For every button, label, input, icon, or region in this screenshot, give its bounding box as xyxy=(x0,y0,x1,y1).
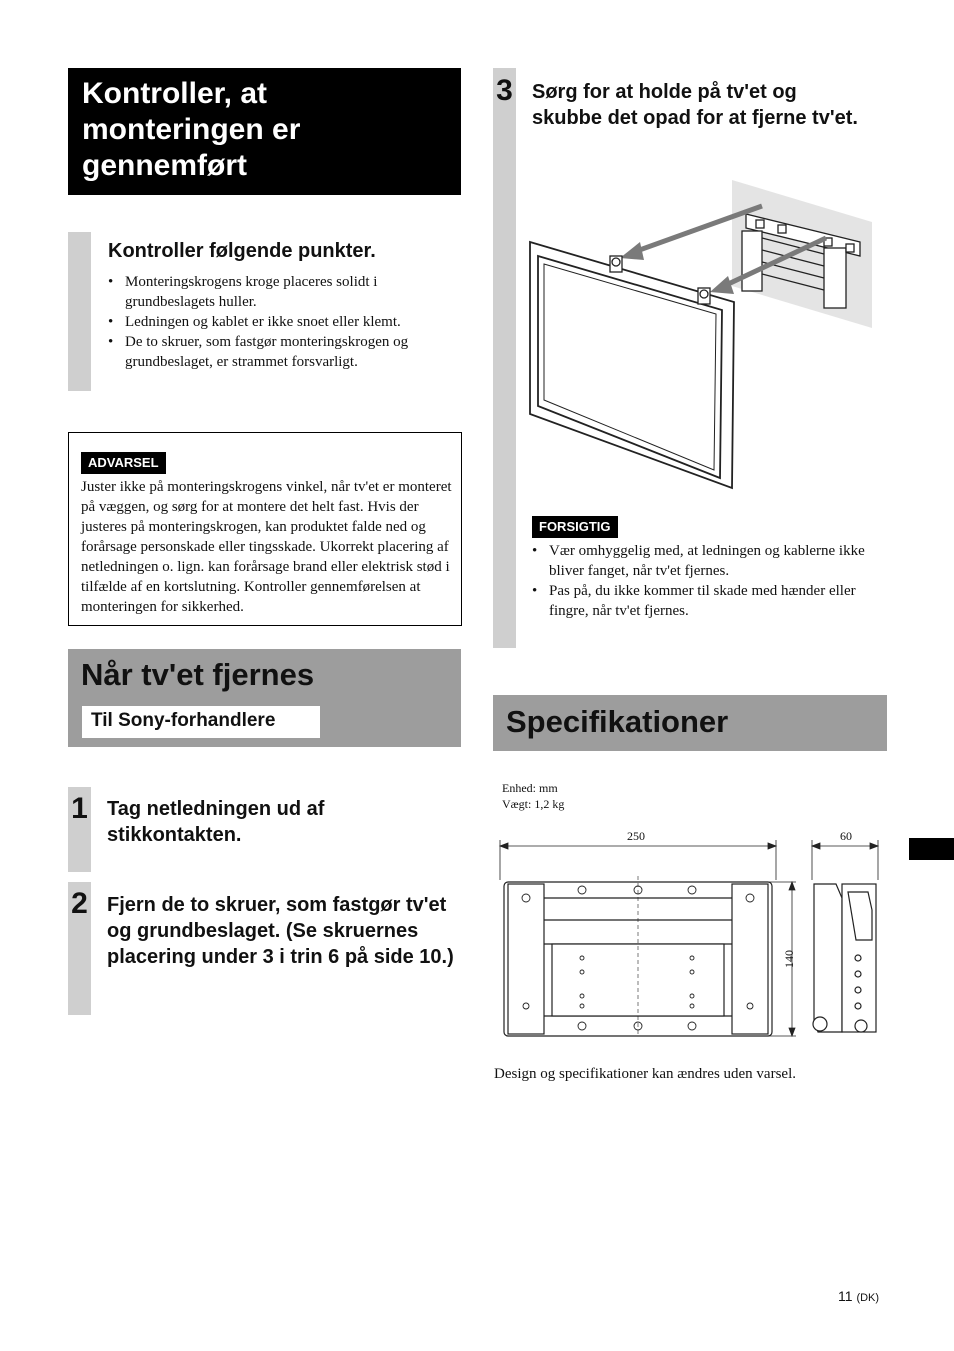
step-3-text: Sørg for at holde på tv'et og skubbe det opad for at fjerne tv'et. xyxy=(532,81,858,129)
page-language: (DK) xyxy=(856,1292,880,1304)
caution-tag: FORSIGTIG xyxy=(532,516,618,538)
specs-note: Design og specifikationer kan ændres uden varsel. xyxy=(494,1066,796,1082)
dimension-height-label: 140 xyxy=(782,950,796,968)
section-tab-marker xyxy=(909,838,954,860)
check-list xyxy=(108,272,453,372)
specs-weight: Vægt: 1,2 kg xyxy=(502,797,565,811)
removal-subtitle: Til Sony-forhandlere xyxy=(82,706,320,738)
warning-text: Juster ikke på monteringskrogens vinkel, når tv'et er monteret på væggen, og sørg for at montere det helt fast. Hvis der justeres på monteringskrogen, kan produktet falde ned og forårsage personskade eller tingsskade. Ukorrekt placering af netledningen o. lign. kan forårsage brand eller elektrisk stød i tilfælde af en kortslutning. Kontroller gennemførelsen at monteringen for sikkerhed. xyxy=(81,479,452,615)
tv-removal-illustration xyxy=(524,176,876,492)
removal-title: Når tv'et fjernes xyxy=(81,657,315,692)
check-heading: Kontroller følgende punkter. xyxy=(108,240,376,262)
list-item: • Ledningen og kablet er ikke snoet eller klemt. xyxy=(108,312,453,332)
bracket-dimension-drawing xyxy=(496,840,884,1040)
dimension-width-label: 250 xyxy=(627,829,645,843)
specs-unit: Enhed: mm xyxy=(502,781,558,795)
step-3-number: 3 xyxy=(496,74,513,107)
page-number xyxy=(838,1288,879,1304)
step-3-bar xyxy=(493,68,516,648)
step-2-text: Fjern de to skruer, som fastgør tv'et og grundbeslaget. (Se skruernes placering under 3 i trin 6 på side 10.) xyxy=(107,894,454,968)
dimension-depth-label: 60 xyxy=(840,829,852,843)
step-1-text: Tag netledningen ud af stikkontakten. xyxy=(107,798,325,846)
list-item: • Vær omhyggelig med, at ledningen og kablerne ikke bliver fanget, når tv'et fjernes. xyxy=(532,541,877,581)
caution-list xyxy=(532,541,877,621)
check-side-bar xyxy=(68,232,91,391)
warning-tag: ADVARSEL xyxy=(81,452,166,474)
step-1-number: 1 xyxy=(71,792,88,825)
section-title-check: Kontroller, at monteringen er gennemført xyxy=(68,68,461,195)
list-item: • De to skruer, som fastgør monteringskrogen og grundbeslaget, er strammet forsvarligt. xyxy=(108,332,453,372)
list-item: • Monteringskrogens kroge placeres solidt i grundbeslagets huller. xyxy=(108,272,453,312)
step-2-number: 2 xyxy=(71,887,88,920)
page-number-value: 11 xyxy=(838,1288,853,1304)
list-item: • Pas på, du ikke kommer til skade med hænder eller fingre, når tv'et fjernes. xyxy=(532,581,877,621)
specs-title: Specifikationer xyxy=(506,704,729,739)
